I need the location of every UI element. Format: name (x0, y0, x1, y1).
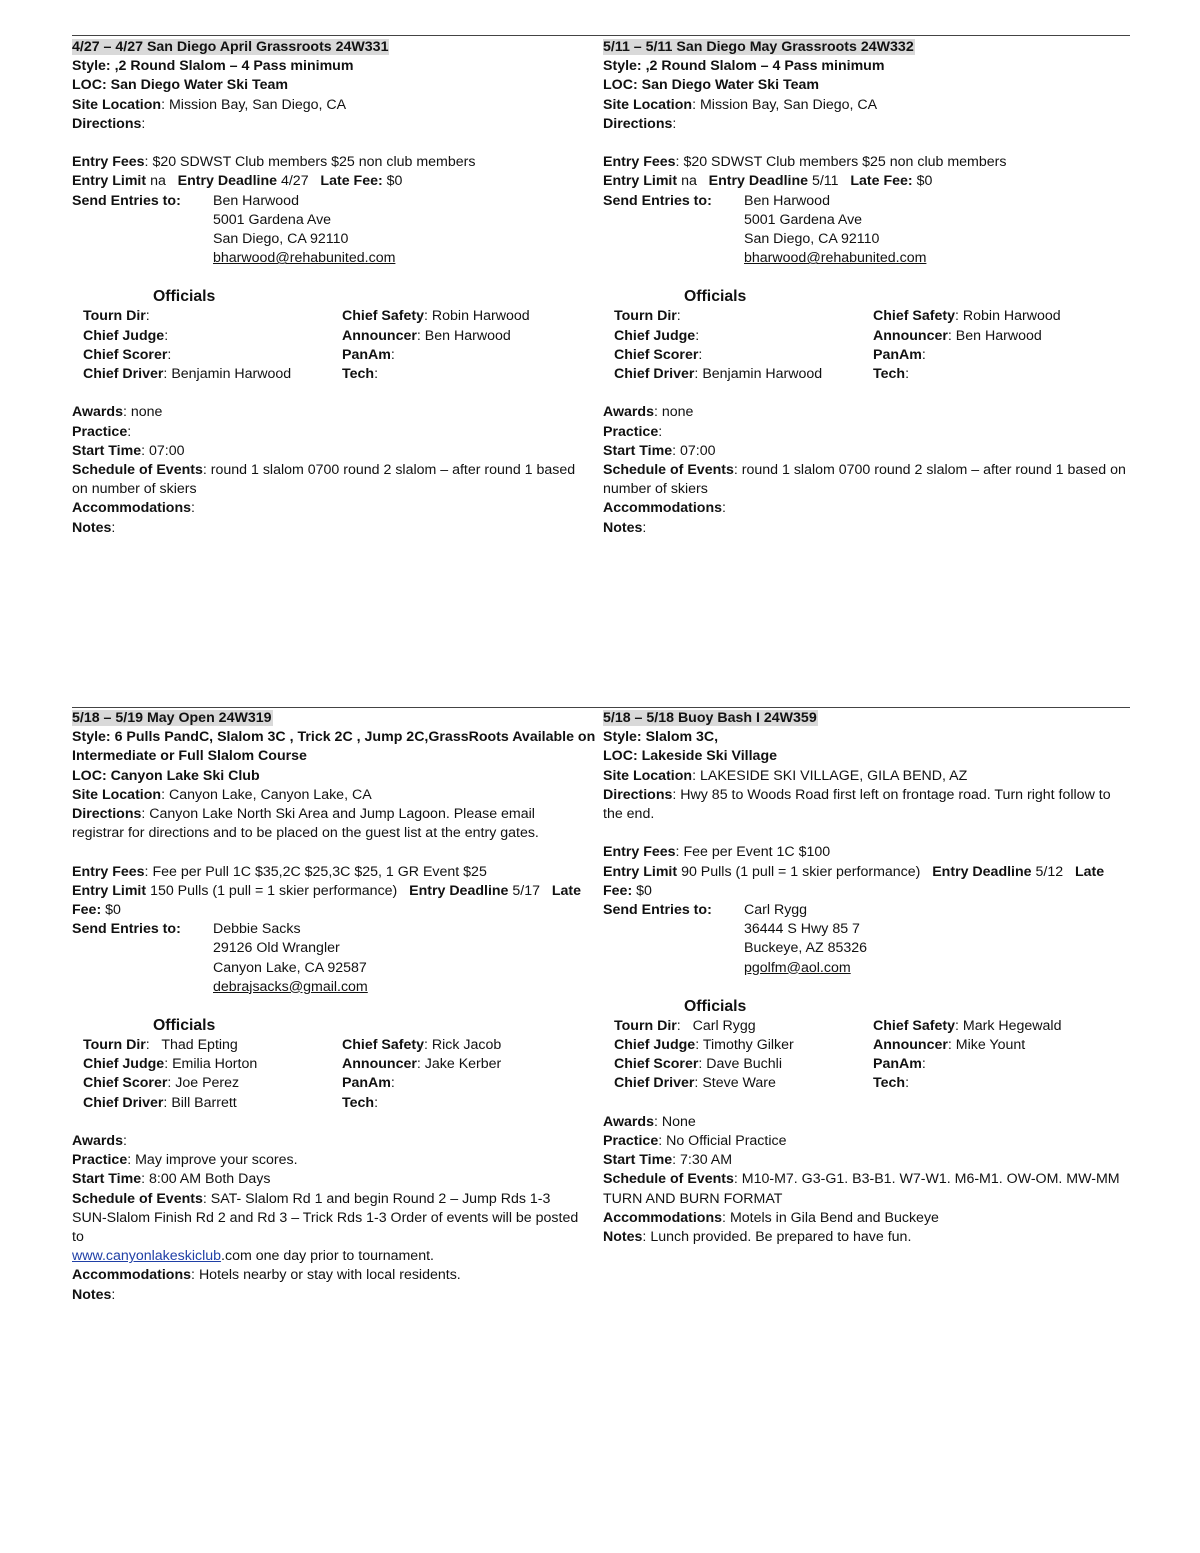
start-time-label: Start Time (603, 1152, 673, 1169)
start-time-label: Start Time (72, 442, 142, 459)
site-location-value: LAKESIDE SKI VILLAGE, GILA BEND, AZ (699, 767, 968, 784)
entry-fees-label: Entry Fees (603, 154, 676, 171)
chief-scorer-label: Chief Scorer (614, 346, 699, 363)
loc-label: LOC (72, 767, 102, 784)
event-title: 5/18 – 5/18 Buoy Bash I 24W359 (603, 710, 817, 726)
announcer-label: Announcer (873, 1037, 948, 1054)
loc-label: LOC (603, 748, 633, 765)
chief-scorer-value: Joe Perez (175, 1075, 240, 1092)
schedule-value: M10-M7. G3-G1. B3-B1. W7-W1. M6-M1. OW-OM. MW-MM TURN AND BURN FORMAT (603, 1171, 1120, 1207)
entry-fees-value: Fee per Event 1C $100 (683, 844, 831, 861)
late-fee-label: Late Fee: (320, 173, 383, 190)
accommodations-value: Hotels nearby or stay with local residents. (198, 1267, 461, 1284)
loc-label: LOC (72, 77, 102, 94)
event-style: Style: ,2 Round Slalom – 4 Pass minimum (72, 58, 354, 75)
contact-name: Debbie Sacks (213, 921, 301, 938)
site-location-label: Site Location (72, 96, 162, 113)
event-card-2: 5/11 – 5/11 San Diego May Grassroots 24W332 Style: ,2 Round Slalom – 4 Pass minimum LOC: San Diego Water Ski Team Site Location: Mission Bay, San Diego, CA Directions: Entry Fees: $20 SDWST Club members $25 non club members Entry Limit na Entry Deadline 5/11 Late Fee: $0 Send Entries to: Ben Harwood 5001 Gardena Ave San Diego, CA 92110 bharwood@rehabunited.com Officials Tourn Dir: Chief Safety: Robin Harwood Chief Judge: Announcer: Ben Harwood Chief Scorer: PanAm: Chief Driver: Benjamin Harwood Tech: Awards: none Practice: Start Time: 07:00 Schedule of Events: round 1 slalom 0700 round 2 slalom – after round 1 based on number of skiers Accommodations: Notes: (603, 38, 1128, 538)
chief-driver-label: Chief Driver (614, 366, 695, 383)
officials-grid: Tourn Dir: Carl Rygg Chief Safety: Mark Hegewald Chief Judge: Timothy Gilker Announcer: Mike Yount Chief Scorer: Dave Buchli PanAm: Chief Driver: Steve Ware Tech: (614, 1017, 1062, 1092)
tech-label: Tech (873, 366, 906, 383)
contact-name: Ben Harwood (744, 192, 830, 209)
chief-scorer-label: Chief Scorer (614, 1056, 699, 1073)
late-label: Late (551, 882, 582, 899)
officials-grid: Tourn Dir: Chief Safety: Robin Harwood Chief Judge: Announcer: Ben Harwood Chief Scorer: PanAm: Chief Driver: Benjamin Harwood Tech: (83, 308, 530, 383)
event-style: Style: ,2 Round Slalom – 4 Pass minimum (603, 58, 885, 75)
contact-city: San Diego, CA 92110 (213, 231, 349, 248)
practice-value: No Official Practice (666, 1133, 787, 1150)
schedule-value: round 1 slalom 0700 round 2 slalom – after round 1 based on number of skiers (603, 462, 1126, 498)
fee-label: Fee: (72, 902, 102, 919)
entry-fees-label: Entry Fees (72, 863, 145, 880)
tech-label: Tech (342, 366, 375, 383)
chief-driver-value: Steve Ware (702, 1075, 776, 1092)
late-fee-value: $0 (636, 882, 652, 899)
contact-email-link[interactable]: pgolfm@aol.com (744, 959, 851, 976)
chief-judge-label: Chief Judge (614, 327, 696, 344)
announcer-label: Announcer (342, 1056, 417, 1073)
chief-scorer-label: Chief Scorer (83, 1075, 168, 1092)
event-card-3: 5/18 – 5/19 May Open 24W319 Style: 6 Pulls PandC, Slalom 3C , Trick 2C , Jump 2C,GrassRoots Available on Intermediate or Full Slalom Course LOC: Canyon Lake Ski Club Site Location: Canyon Lake, Canyon Lake, CA Directions: Canyon Lake North Ski Area and Jump Lagoon. Please email registrar for directions and to be placed on the guest list at the entry gates. Entry Fees: Fee per Pull 1C $35,2C $25,3C $25, 1 GR Event $25 Entry Limit 150 Pulls (1 pull = 1 skier performance) Entry Deadline 5/17 Late Fee: $0 Send Entries to: Debbie Sacks 29126 Old Wrangler Canyon Lake, CA 92587 debrajsacks@gmail.com Officials Tourn Dir: Thad Epting Chief Safety: Rick Jacob Chief Judge: Emilia Horton Announcer: Jake Kerber Chief Scorer: Joe Perez PanAm: Chief Driver: Bill Barrett Tech: Awards: Practice: May improve your scores. Start Time: 8:00 AM Both Days Schedule of Events: SAT- Slalom Rd 1 and begin Round 2 – Jump Rds 1-3 SUN-Slalom Finish Rd 2 and Rd 3 – Trick Rds 1-3 Order of events will be posted to www.canyonlakeskiclub.com one day prior to tournament. Accommodations: Hotels nearby or stay with local residents. Notes: (72, 710, 596, 1303)
entry-deadline-value: 4/27 (280, 173, 309, 190)
panam-label: PanAm (873, 1056, 922, 1073)
entry-fees-value: $20 SDWST Club members $25 non club members (152, 154, 476, 171)
chief-judge-value: Timothy Gilker (702, 1037, 794, 1054)
send-entries-label: Send Entries to (72, 921, 177, 938)
officials-heading: Officials (684, 997, 747, 1015)
event-style-line-1: Style: 6 Pulls PandC, Slalom 3C , Trick 2C , Jump 2C,GrassRoots Available on (72, 729, 596, 746)
contact-email-link[interactable]: bharwood@rehabunited.com (213, 250, 396, 267)
contact-city: San Diego, CA 92110 (744, 231, 880, 248)
entry-limit-value: 150 Pulls (1 pull = 1 skier performance) (150, 882, 398, 899)
send-entries-label: Send Entries to (72, 192, 177, 209)
tourn-dir-label: Tourn Dir (614, 1017, 677, 1034)
start-time-label: Start Time (72, 1171, 142, 1188)
panam-label: PanAm (342, 346, 391, 363)
chief-driver-label: Chief Driver (614, 1075, 695, 1092)
chief-driver-value: Bill Barrett (171, 1094, 237, 1111)
tech-label: Tech (342, 1094, 375, 1111)
tourn-dir-label: Tourn Dir (83, 308, 146, 325)
chief-safety-label: Chief Safety (873, 1017, 955, 1034)
contact-city: Canyon Lake, CA 92587 (213, 959, 367, 976)
chief-judge-label: Chief Judge (83, 1056, 165, 1073)
schedule-value-end: .com one day prior to tournament. (221, 1248, 434, 1265)
fee-label: Fee: (603, 882, 633, 899)
accommodations-label: Accommodations (72, 500, 192, 517)
start-time-value: 07:00 (680, 442, 716, 459)
entry-deadline-value: 5/12 (1035, 863, 1064, 880)
officials-heading: Officials (684, 288, 747, 306)
notes-label: Notes (72, 519, 112, 536)
contact-email-link[interactable]: bharwood@rehabunited.com (744, 250, 927, 267)
directions-value: Hwy 85 to Woods Road first left on frontage road. Turn right follow to the end. (603, 786, 1111, 823)
chief-scorer-label: Chief Scorer (83, 346, 168, 363)
schedule-value: SAT- Slalom Rd 1 and begin Round 2 – Jump Rds 1-3 SUN-Slalom Finish Rd 2 and Rd 3 – Trick Rds 1-3 Order of events will be posted to (72, 1190, 579, 1246)
site-location-value: Mission Bay, San Diego, CA (699, 96, 878, 113)
start-time-value: 07:00 (149, 442, 185, 459)
practice-label: Practice (72, 1152, 128, 1169)
entry-limit-label: Entry Limit (603, 173, 678, 190)
contact-street: 29126 Old Wrangler (213, 940, 340, 957)
event-style-line-2: Intermediate or Full Slalom Course (72, 748, 307, 765)
entry-limit-label: Entry Limit (603, 863, 678, 880)
top-rule (72, 35, 1130, 36)
entry-limit-label: Entry Limit (72, 173, 147, 190)
awards-label: Awards (72, 404, 123, 421)
directions-label: Directions (603, 115, 673, 132)
chief-judge-label: Chief Judge (83, 327, 165, 344)
entry-fees-value: $20 SDWST Club members $25 non club members (683, 154, 1007, 171)
entry-limit-value: na (681, 173, 697, 190)
entry-limit-value: na (150, 173, 166, 190)
chief-judge-value: Emilia Horton (172, 1056, 258, 1073)
site-location-value: Mission Bay, San Diego, CA (168, 96, 347, 113)
loc-value: Canyon Lake Ski Club (110, 767, 260, 784)
announcer-value: Jake Kerber (424, 1056, 502, 1073)
chief-safety-label: Chief Safety (342, 1037, 424, 1054)
awards-label: Awards (72, 1133, 123, 1150)
site-location-label: Site Location (603, 96, 693, 113)
chief-safety-label: Chief Safety (342, 308, 424, 325)
entry-fees-label: Entry Fees (72, 154, 145, 171)
chief-safety-value: Robin Harwood (431, 308, 530, 325)
chief-driver-value: Benjamin Harwood (171, 366, 292, 383)
awards-label: Awards (603, 404, 654, 421)
tourn-dir-label: Tourn Dir (614, 308, 677, 325)
loc-value: San Diego Water Ski Team (641, 77, 820, 94)
officials-grid: Tourn Dir: Thad Epting Chief Safety: Rick Jacob Chief Judge: Emilia Horton Announcer: Jake Kerber Chief Scorer: Joe Perez PanAm: Chief Driver: Bill Barrett Tech: (83, 1037, 502, 1111)
panam-label: PanAm (873, 346, 922, 363)
website-link[interactable]: www.canyonlakeskiclub (72, 1248, 222, 1265)
schedule-label: Schedule of Events (603, 462, 734, 479)
accommodations-label: Accommodations (603, 1209, 723, 1226)
entry-deadline-label: Entry Deadline (708, 173, 809, 190)
chief-driver-label: Chief Driver (83, 366, 164, 383)
notes-value: Lunch provided. Be prepared to have fun. (650, 1229, 912, 1246)
chief-driver-value: Benjamin Harwood (702, 366, 823, 383)
directions-value: Canyon Lake North Ski Area and Jump Lagoon. Please email registrar for directions and to be placed on the guest list at the entry gates. (72, 806, 539, 842)
contact-email-link[interactable]: debrajsacks@gmail.com (213, 978, 368, 995)
event-title: 5/11 – 5/11 San Diego May Grassroots 24W332 (603, 39, 914, 55)
entry-deadline-label: Entry Deadline (177, 173, 278, 190)
notes-label: Notes (603, 519, 643, 536)
entry-deadline-value: 5/11 (811, 173, 839, 190)
schedule-value: round 1 slalom 0700 round 2 slalom – after round 1 based on number of skiers (72, 462, 576, 498)
directions-label: Directions (72, 806, 142, 823)
entry-limit-value: 90 Pulls (1 pull = 1 skier performance) (681, 863, 921, 880)
loc-value: Lakeside Ski Village (641, 748, 778, 765)
late-fee-value: $0 (916, 173, 933, 190)
announcer-label: Announcer (342, 327, 417, 344)
late-fee-label: Late Fee: (850, 173, 913, 190)
awards-value: None (661, 1113, 696, 1130)
awards-value: none (130, 404, 163, 421)
tourn-dir-value: Carl Rygg (692, 1017, 756, 1034)
chief-scorer-value: Dave Buchli (706, 1056, 782, 1073)
notes-label: Notes (603, 1229, 643, 1246)
loc-value: San Diego Water Ski Team (110, 77, 289, 94)
late-label: Late (1074, 863, 1105, 880)
start-time-value: 7:30 AM (680, 1152, 733, 1169)
awards-value: none (661, 404, 694, 421)
start-time-label: Start Time (603, 442, 673, 459)
chief-safety-value: Mark Hegewald (962, 1017, 1062, 1034)
entry-fees-label: Entry Fees (603, 844, 676, 861)
awards-label: Awards (603, 1113, 654, 1130)
middle-rule (72, 707, 1130, 708)
contact-city: Buckeye, AZ 85326 (744, 940, 868, 957)
announcer-value: Mike Yount (955, 1037, 1026, 1054)
directions-label: Directions (72, 115, 142, 132)
entry-deadline-value: 5/17 (512, 882, 541, 899)
entry-fees-value: Fee per Pull 1C $35,2C $25,3C $25, 1 GR Event $25 (152, 863, 487, 880)
late-fee-value: $0 (386, 173, 403, 190)
contact-name: Ben Harwood (213, 192, 299, 209)
send-entries-label: Send Entries to (603, 902, 708, 919)
tech-label: Tech (873, 1075, 906, 1092)
contact-name: Carl Rygg (744, 902, 808, 919)
start-time-value: 8:00 AM Both Days (149, 1171, 271, 1188)
site-location-value: Canyon Lake, Canyon Lake, CA (168, 786, 372, 803)
practice-value: May improve your scores. (135, 1152, 298, 1169)
entry-deadline-label: Entry Deadline (409, 882, 509, 899)
chief-safety-value: Robin Harwood (962, 308, 1061, 325)
event-title: 4/27 – 4/27 San Diego April Grassroots 24W331 (72, 39, 389, 55)
loc-label: LOC (603, 77, 633, 94)
accommodations-label: Accommodations (72, 1267, 192, 1284)
entry-limit-label: Entry Limit (72, 882, 147, 899)
schedule-label: Schedule of Events (603, 1171, 734, 1188)
notes-label: Notes (72, 1286, 112, 1303)
schedule-label: Schedule of Events (72, 1190, 203, 1207)
officials-heading: Officials (153, 288, 216, 306)
entry-deadline-label: Entry Deadline (932, 863, 1032, 880)
event-title: 5/18 – 5/19 May Open 24W319 (72, 710, 272, 726)
tourn-dir-label: Tourn Dir (83, 1037, 146, 1054)
announcer-label: Announcer (873, 327, 948, 344)
tourn-dir-value: Thad Epting (161, 1037, 238, 1054)
send-entries-label: Send Entries to (603, 192, 708, 209)
site-location-label: Site Location (72, 786, 162, 803)
practice-label: Practice (603, 423, 659, 440)
accommodations-label: Accommodations (603, 500, 723, 517)
directions-label: Directions (603, 786, 673, 803)
contact-street: 36444 S Hwy 85 7 (744, 921, 860, 938)
panam-label: PanAm (342, 1075, 391, 1092)
announcer-value: Ben Harwood (424, 327, 511, 344)
officials-grid: Tourn Dir: Chief Safety: Robin Harwood Chief Judge: Announcer: Ben Harwood Chief Scorer: PanAm: Chief Driver: Benjamin Harwood Tech: (614, 308, 1061, 383)
late-fee-value: $0 (105, 902, 121, 919)
contact-street: 5001 Gardena Ave (213, 211, 332, 228)
practice-label: Practice (603, 1133, 659, 1150)
practice-label: Practice (72, 423, 128, 440)
site-location-label: Site Location (603, 767, 693, 784)
event-style: Style: Slalom 3C, (603, 729, 719, 746)
accommodations-value: Motels in Gila Bend and Buckeye (729, 1209, 939, 1226)
schedule-label: Schedule of Events (72, 462, 203, 479)
chief-judge-label: Chief Judge (614, 1037, 696, 1054)
event-card-1: 4/27 – 4/27 San Diego April Grassroots 24W331 Style: ,2 Round Slalom – 4 Pass minimum LOC: San Diego Water Ski Team Site Location: Mission Bay, San Diego, CA Directions: Entry Fees: $20 SDWST Club members $25 non club members Entry Limit na Entry Deadline 4/27 Late Fee: $0 Send Entries to: Ben Harwood 5001 Gardena Ave San Diego, CA 92110 bharwood@rehabunited.com Officials Tourn Dir: Chief Safety: Robin Harwood Chief Judge: Announcer: Ben Harwood Chief Scorer: PanAm: Chief Driver: Benjamin Harwood Tech: Awards: none Practice: Start Time: 07:00 Schedule of Events: round 1 slalom 0700 round 2 slalom – after round 1 based on number of skiers Accommodations: Notes: (72, 38, 582, 538)
officials-heading: Officials (153, 1017, 216, 1035)
event-card-4: 5/18 – 5/18 Buoy Bash I 24W359 Style: Slalom 3C, LOC: Lakeside Ski Village Site Location: LAKESIDE SKI VILLAGE, GILA BEND, AZ Directions: Hwy 85 to Woods Road first left on frontage road. Turn right follow to the end. Entry Fees: Fee per Event 1C $100 Entry Limit 90 Pulls (1 pull = 1 skier performance) Entry Deadline 5/12 Late Fee: $0 Send Entries to: Carl Rygg 36444 S Hwy 85 7 Buckeye, AZ 85326 pgolfm@aol.com Officials Tourn Dir: Carl Rygg Chief Safety: Mark Hegewald Chief Judge: Timothy Gilker Announcer: Mike Yount Chief Scorer: Dave Buchli PanAm: Chief Driver: Steve Ware Tech: Awards: None Practice: No Official Practice Start Time: 7:30 AM Schedule of Events: M10-M7. G3-G1. B3-B1. W7-W1. M6-M1. OW-OM. MW-MM TURN AND BURN FORMAT Accommodations: Motels in Gila Bend and Buckeye Notes: Lunch provided. Be prepared to have fun. (603, 709, 1128, 1247)
chief-safety-value: Rick Jacob (431, 1037, 502, 1054)
chief-safety-label: Chief Safety (873, 308, 955, 325)
chief-driver-label: Chief Driver (83, 1094, 164, 1111)
announcer-value: Ben Harwood (955, 327, 1042, 344)
contact-street: 5001 Gardena Ave (744, 211, 863, 228)
